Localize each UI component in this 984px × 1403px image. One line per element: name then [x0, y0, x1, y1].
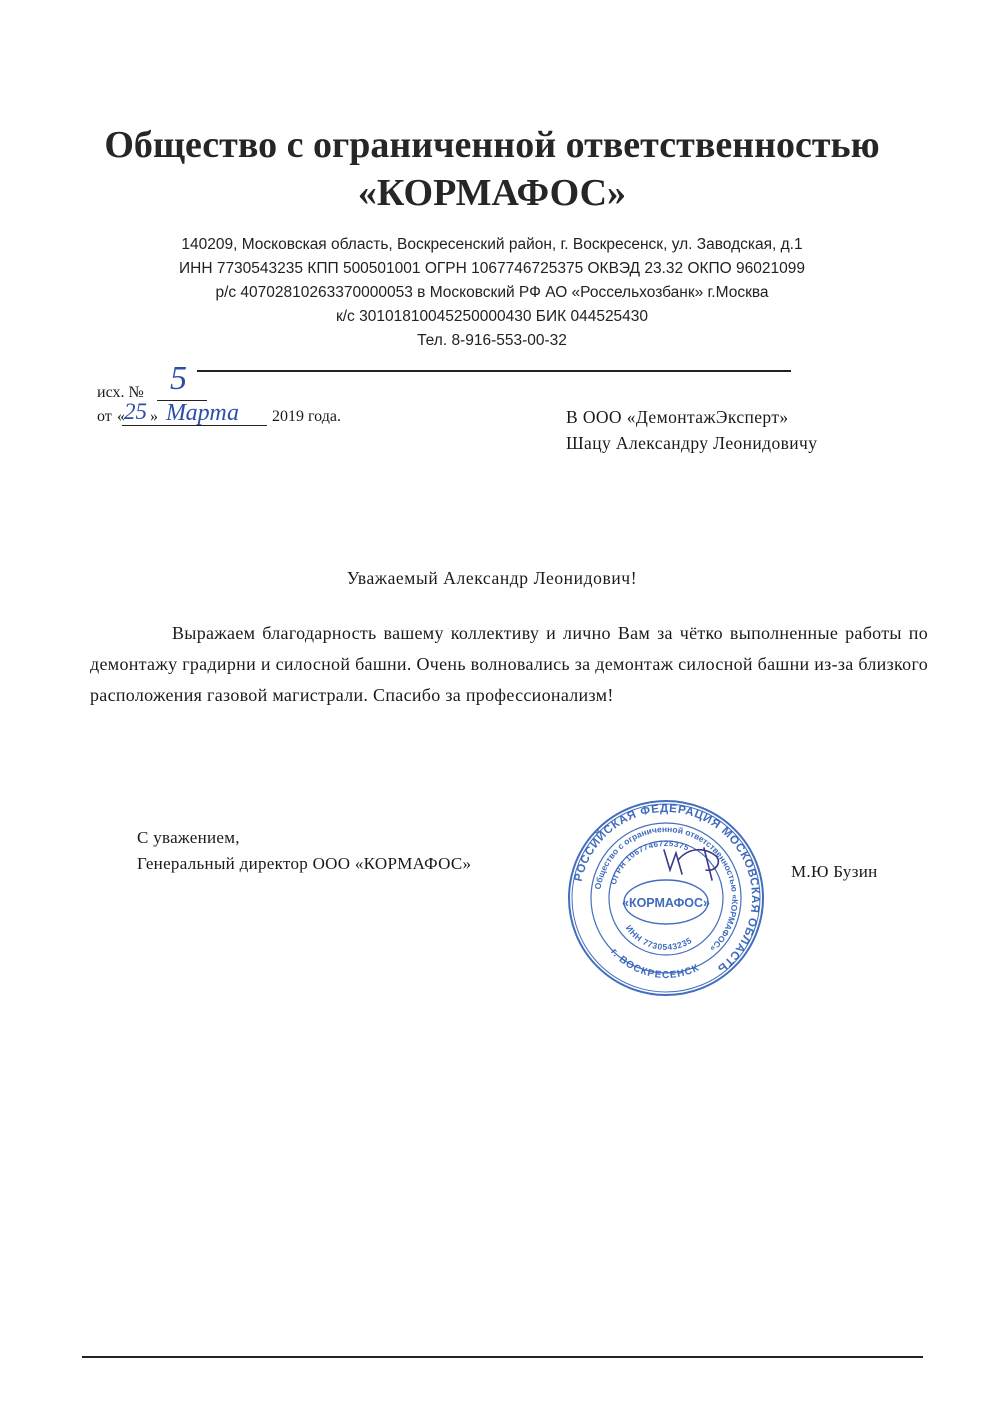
stamp-bottom-text: г. ВОСКРЕСЕНСК: [608, 946, 702, 982]
stamp-inner-top: ОГРН 1067746725375: [608, 838, 691, 886]
outgoing-number-label: исх. №: [97, 384, 144, 401]
date-close-quote: »: [150, 408, 158, 425]
requisites-phone: Тел. 8-916-553-00-32: [417, 332, 567, 349]
addressee-person: Шацу Александру Леонидовичу: [566, 433, 818, 453]
org-name-line2: «КОРМАФОС»: [357, 172, 627, 214]
date-month-handwritten: Марта: [166, 400, 239, 426]
requisites-bank-account: р/с 40702810263370000053 в Московский РФ АО «Россельхозбанк» г.Москва: [215, 284, 769, 301]
company-stamp: [566, 798, 766, 998]
svg-text:ИНН 7730543235: [624, 923, 694, 952]
footer-divider: [82, 1356, 923, 1358]
stamp-middle-text: Общество с ограниченной ответственностью «КОРМАФОС»: [592, 823, 741, 954]
date-day-handwritten: 25: [124, 399, 147, 424]
handwritten-signature: [664, 848, 718, 880]
svg-text:г. ВОСКРЕСЕНСК: [608, 947, 701, 981]
signature-name: М.Ю Бузин: [791, 862, 878, 881]
stamp-graphic: [566, 798, 766, 998]
addressee-company: В ООО «ДемонтажЭксперт»: [566, 407, 789, 427]
date-prefix: от: [97, 408, 112, 425]
signature-position: Генеральный директор ООО «КОРМАФОС»: [137, 854, 472, 873]
outgoing-number-handwritten: 5: [170, 360, 187, 397]
org-name-line1: Общество с ограниченной ответственностью: [104, 124, 880, 166]
date-open-quote: «: [117, 408, 125, 425]
requisites-codes: ИНН 7730543235 КПП 500501001 ОГРН 1067746725375 ОКВЭД 23.32 ОКПО 96021099: [178, 260, 805, 277]
requisites-address: 140209, Московская область, Воскресенский район, г. Воскресенск, ул. Заводская, д.1: [181, 236, 803, 253]
letter-body: Выражаем благодарность вашему коллективу и лично Вам за чётко выполненные работы по демонтажу градирни и силосной башни. Очень волновались за демонтаж силосной башни из-за близкого расположения газовой магистрали. Спасибо за профессионализм!: [90, 623, 928, 705]
date-year: 2019 года.: [272, 408, 341, 425]
stamp-center-text: «КОРМАФОС»: [622, 896, 710, 910]
requisites-corr-account: к/с 30101810045250000430 БИК 044525430: [335, 308, 649, 325]
stamp-inner-bottom: ИНН 7730543235: [623, 923, 694, 953]
letterhead-divider: [197, 370, 791, 372]
letter-greeting: Уважаемый Александр Леонидович!: [346, 568, 638, 588]
stamp-outer-text: РОССИЙСКАЯ ФЕДЕРАЦИЯ МОСКОВСКАЯ ОБЛАСТЬ: [572, 802, 762, 975]
signature-closing: С уважением,: [137, 828, 240, 847]
